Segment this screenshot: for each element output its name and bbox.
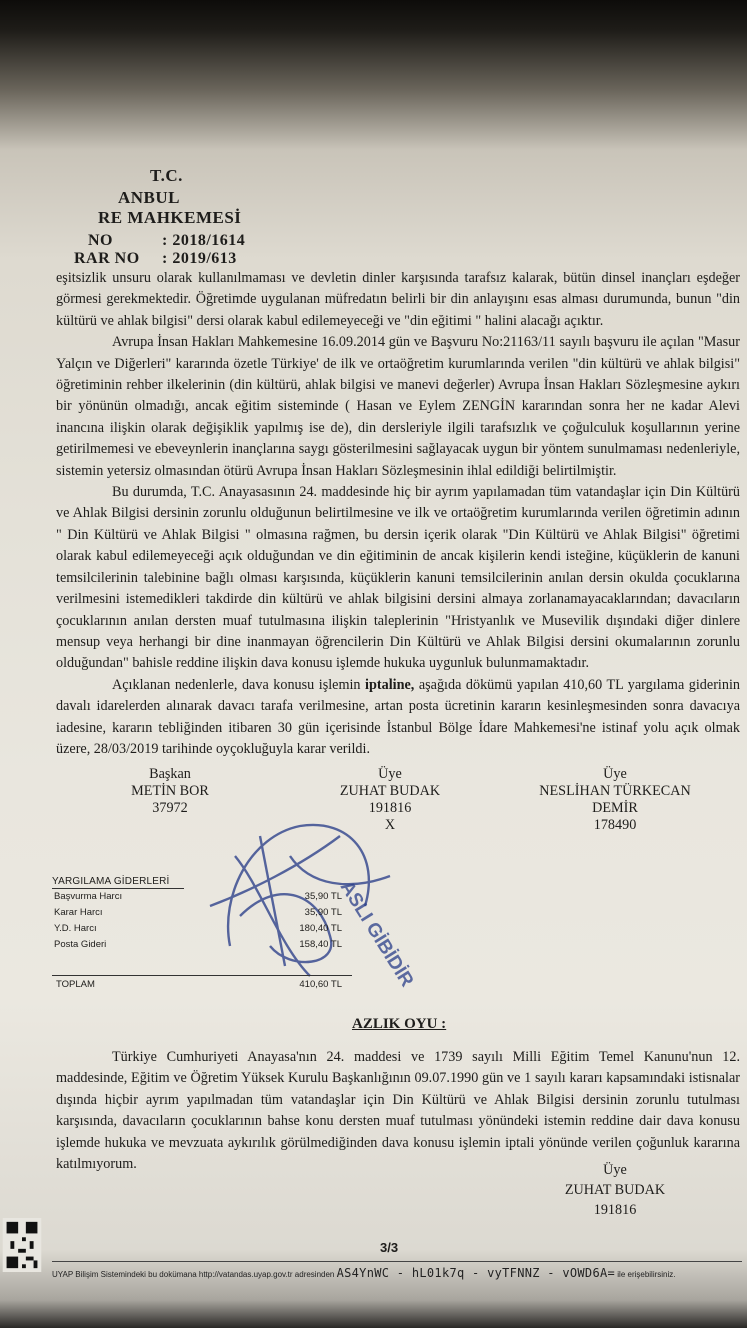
qr-code-icon [2, 1218, 42, 1272]
page-number: 3/3 [380, 1240, 399, 1255]
signature-reg: 178490 [593, 817, 637, 833]
dissent-sig-name: ZUHAT BUDAK [564, 1182, 666, 1198]
paragraph-3: Bu durumda, T.C. Anayasasının 24. maddesinde hiç bir ayrım yapılamadan tüm vatandaşlar için Din Kültürü ve Ahlak Bilgisi dersinin zorunlu olduğunun belirtilmesine ve ilk ve ortaöğretim kurumlarında verilen öğretimin adının " Din Kültürü ve Ahlak Bilgisi " olmasına rağmen, bu dersin içerik olarak "Din Kültürü ve Ahlak Bilgisi" öğretimi olarak kabul edilemeyeceği açık olduğundan ve din eğitiminin de ancak kişilerin kendi isteğine, küçüklerin de kanuni temsilcilerinin talebinine bağlı olması karşısında, küçüklerin kanuni temsilcilerinin anılan dersin okulda çocuklarına verilmesini istemedikleri takdirde din kültürü ve ahlak bilgisini dersini almaya zorlanamayacaklarından; davacıların çocuklarının anılan dersten muaf tutulmasına ilişkin taleplerinin "Hristyanlık ve Musevilik dışındaki diğer dinlere mensup veya herhangi bir dine inanmayan öğrencilerin Din Kültürü ve Ahlak Bilgisi dersini okumalarının zorunlu olduğundan" bahisle reddine ilişkin dava konusu işlemde hukuka uygunluk bulunmamaktadır. [56, 484, 740, 672]
costs-row [52, 937, 352, 953]
cost-label: Karar Harcı [54, 907, 103, 918]
signature-extra: DEMİR [592, 800, 638, 816]
cost-label: Y.D. Harcı [54, 923, 97, 934]
costs-row [52, 921, 352, 937]
header-court: RE MAHKEMESİ [98, 208, 242, 227]
paragraph-2: Avrupa İnsan Hakları Mahkemesine 16.09.2014 gün ve Başvuru No:21163/11 sayılı başvuru ile açılan "Masur Yalçın ve Diğerleri" kararında özetle Türkiye' de ilk ve ortaöğretim kurumlarında verilen "din kültürü ve ahlak bilgisi" öğretiminin rehber ilkelerinin (din kültürü, ahlak bilgisi ve manevi değerler) Avrupa İnsan Hakları Sözleşmesine aykırı bir yönünün olmadığı, ancak eğitim sisteminde ( Hasan ve Eylem ZENGİN kararından sonra her ne kadar Alevi inancına ilişkin olarak değişiklik yapılmış ise de), din dersleriyle ilgili tarafsızlık ve çoğulculuk koşullarının yerine getirilmemesi ve ebeveynlerin inançlarına saygı gösterilmesini sağlayacak uygun bir yöntem sunulmaması nedenleriyle, sistemin yetersiz olmasından ötürü Avrupa İnsan Hakları Sözleşmesinin ihlal edildiği belirtilmiştir. [56, 334, 740, 479]
paragraph-4 [56, 675, 740, 761]
decision-no-value: : 2019/613 [162, 250, 237, 267]
signature-name: METİN BOR [131, 783, 209, 799]
costs-table [52, 876, 352, 990]
dissent-paragraph: Türkiye Cumhuriyeti Anayasa'nın 24. maddesi ve 1739 sayılı Milli Eğitim Temel Kanunu'nun 12. maddesinde, Eğitim ve Öğretim Yüksek Kurulu Başkanlığının 09.07.1990 gün ve 1 sayılı kararı kapsamındaki istisnalar dışında hiçbir ayrım yapılmadan tüm vatandaşlar için Din Kültürü ve Ahlak Bilgisi dersinin zorunlu tutulması karşısında, davacıların çocuklarının bahse konu dersten muaf tutulması yönündeki istemin reddine dair dava konusu işlemde hukuka ve mevzuata aykırılık görülmediğinden dava konusu işlemin iptali yönünde verilen çoğunluk kararına katılmıyorum. [56, 1049, 740, 1173]
costs-row [52, 889, 352, 905]
signature-reg: X [384, 817, 396, 833]
paragraph-4-bold: iptaline, [365, 676, 415, 693]
signature-name: NESLİHAN TÜRKECAN [539, 783, 691, 799]
cost-total-label: TOPLAM [56, 979, 95, 990]
signature-role: Üye [603, 766, 627, 782]
uyap-footer [52, 1261, 742, 1280]
decision-no-label: RAR NO [74, 250, 140, 267]
footer-code: AS4YnWC - hL01k7q - vyTFNNZ - vOWD6A= [336, 1266, 616, 1280]
cost-label: Başvurma Harcı [54, 891, 123, 902]
cost-total-value: 410,60 TL [299, 979, 342, 990]
footer-suffix: ile erişebilirsiniz. [617, 1270, 676, 1279]
dissent-title: AZLIK OYU : [352, 1016, 447, 1032]
case-no-label: NO [88, 232, 113, 249]
signature-member-2 [520, 766, 710, 834]
dissent-signature [540, 1160, 690, 1220]
paragraph-1: eşitsizlik unsuru olarak kullanılmaması ve devletin dinler karşısında tarafsız kalarak, bütün dinsel inançları eşdeğer görmesi gerekmektedir. Öğretimde uygulanan müfredatın belirli bir din anlayışını esas alması durumunda, bunun "din kültürü ve ahlak bilgisi" dersi olarak kabul edilemeyeceği ve "din eğitimi " halini alacağı açıktır. [56, 270, 740, 329]
signature-name: ZUHAT BUDAK [339, 783, 441, 799]
dissent-sig-reg: 191816 [593, 1202, 637, 1218]
signature-role: Üye [378, 766, 402, 782]
paragraph-4-start: Açıklanan nedenlerle, dava konusu işlemin [112, 676, 366, 693]
case-no-value: : 2018/1614 [162, 232, 246, 249]
signature-extra: 191816 [368, 800, 412, 816]
footer-text: UYAP Bilişim Sistemindeki bu dokümana http://vatandas.uyap.gov.tr adresinden [52, 1270, 335, 1279]
signature-reg: 37972 [152, 800, 188, 816]
cost-value: 35,90 TL [304, 891, 342, 902]
dissent-text [56, 1047, 740, 1175]
stamp-text: ASLI GİBİDİR [335, 877, 418, 991]
header-city: ANBUL [118, 188, 181, 207]
document-body [56, 268, 740, 760]
cost-value: 158,40 TL [299, 939, 342, 950]
costs-total [52, 975, 352, 992]
cost-value: 35,90 TL [304, 907, 342, 918]
costs-title: YARGILAMA GİDERLERİ [52, 876, 184, 889]
header-tc: T.C. [150, 166, 183, 185]
costs-row [52, 905, 352, 921]
paragraph-4-end: aşağıda dökümü yapılan 410,60 TL yargılama giderinin davalı idarelerden alınarak davacı tarafa verilmesine, artan posta ücretinin kararın kesinleşmesinden sonra davacıya iadesine, kararın tebliğinden itibaren 30 gün içerisinde İstanbul Bölge İdare Mahkemesi'ne istinaf yolu açık olmak üzere, 28/03/2019 tarihinde oyçokluğuyla karar verildi. [56, 676, 740, 757]
signature-role: Başkan [149, 766, 191, 782]
cost-value: 180,40 TL [299, 923, 342, 934]
cost-label: Posta Gideri [54, 939, 107, 950]
dissent-sig-role: Üye [603, 1162, 627, 1178]
